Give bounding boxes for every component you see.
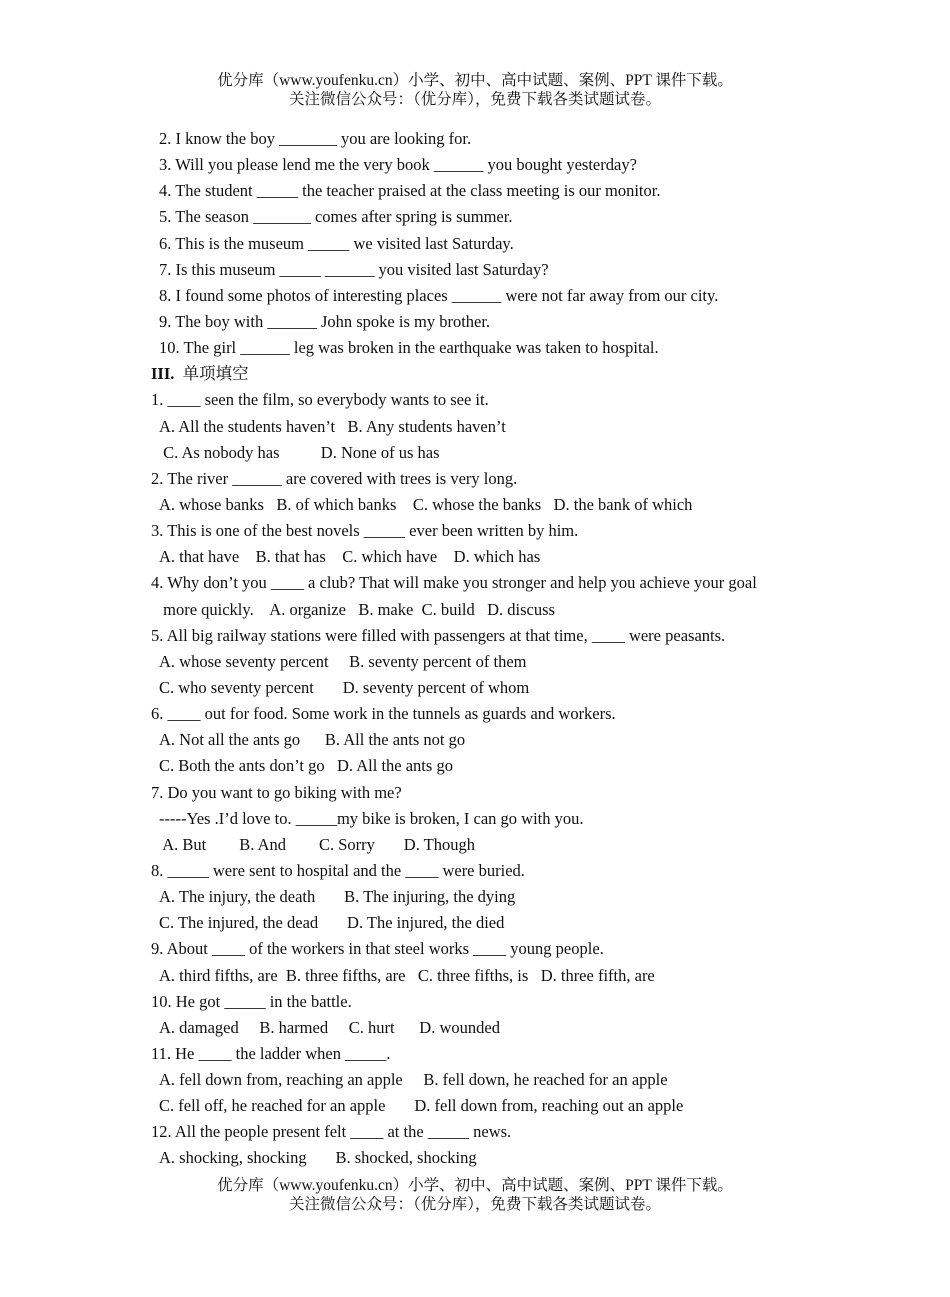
question-options: A. fell down from, reaching an apple B. fell down, he reached for an apple — [159, 1070, 668, 1090]
fill-in-item: 7. Is this museum _____ ______ you visited last Saturday? — [159, 259, 549, 279]
question-options: C. who seventy percent D. seventy percent of whom — [159, 677, 530, 697]
question-stem: 5. All big railway stations were filled with passengers at that time, ____ were peasants. — [151, 625, 726, 645]
page-header — [0, 71, 950, 109]
question-options: A. Not all the ants go B. All the ants not go — [159, 730, 466, 750]
footer-line-2: 关注微信公众号：（优分库），免费下载各类试题试卷。 — [288, 1196, 661, 1213]
question-options: A. that have B. that has C. which have D. which has — [159, 547, 541, 567]
question-options: A. shocking, shocking B. shocked, shocking — [159, 1148, 477, 1168]
question-options: A. The injury, the death B. The injuring, the dying — [159, 887, 516, 907]
fill-in-item: 5. The season _______ comes after spring is summer. — [159, 207, 513, 227]
question-options: A. damaged B. harmed C. hurt D. wounded — [159, 1017, 500, 1037]
question-options: more quickly. A. organize B. make C. build D. discuss — [159, 599, 555, 619]
question-options: C. The injured, the dead D. The injured, the died — [159, 913, 505, 933]
question-stem: 3. This is one of the best novels _____ ever been written by him. — [151, 521, 579, 541]
question-stem: 1. ____ seen the film, so everybody wants to see it. — [151, 390, 489, 410]
fill-in-item: 9. The boy with ______ John spoke is my brother. — [159, 311, 491, 331]
fill-in-item: 8. I found some photos of interesting places ______ were not far away from our city. — [159, 285, 719, 305]
question-options: A. But B. And C. Sorry D. Though — [159, 834, 475, 854]
question-options: C. Both the ants don’t go D. All the ants go — [159, 756, 453, 776]
question-options: A. All the students haven’t B. Any students haven’t — [159, 416, 506, 436]
question-stem: 8. _____ were sent to hospital and the ____ were buried. — [151, 860, 525, 880]
question-options: C. fell off, he reached for an apple D. fell down from, reaching out an apple — [159, 1096, 684, 1116]
header-line-1: 优分库（www.youfenku.cn）小学、初中、高中试题、案例、PPT 课件下载。 — [217, 72, 733, 89]
exercise-body — [151, 126, 851, 1172]
section-title: 单项填空 — [182, 364, 249, 384]
question-stem: 4. Why don’t you ____ a club? That will make you stronger and help you achieve your goal — [151, 573, 757, 593]
section-heading — [151, 361, 851, 387]
footer-line-1: 优分库（www.youfenku.cn）小学、初中、高中试题、案例、PPT 课件下载。 — [217, 1177, 733, 1194]
question-stem: 11. He ____ the ladder when _____. — [151, 1043, 391, 1063]
question-stem: 10. He got _____ in the battle. — [151, 991, 352, 1011]
question-dialogue: -----Yes .I’d love to. _____my bike is broken, I can go with you. — [159, 808, 584, 828]
question-stem: 7. Do you want to go biking with me? — [151, 782, 402, 802]
question-stem: 12. All the people present felt ____ at the _____ news. — [151, 1122, 512, 1142]
question-stem: 6. ____ out for food. Some work in the tunnels as guards and workers. — [151, 704, 616, 724]
fill-in-item: 3. Will you please lend me the very book ______ you bought yesterday? — [159, 155, 637, 175]
fill-in-item: 6. This is the museum _____ we visited last Saturday. — [159, 233, 514, 253]
question-options: C. As nobody has D. None of us has — [159, 442, 440, 462]
header-line-2: 关注微信公众号：（优分库），免费下载各类试题试卷。 — [288, 91, 661, 108]
page-footer — [0, 1176, 950, 1214]
fill-in-item: 4. The student _____ the teacher praised at the class meeting is our monitor. — [159, 181, 661, 201]
fill-in-item: 10. The girl ______ leg was broken in the earthquake was taken to hospital. — [159, 338, 659, 358]
question-stem: 9. About ____ of the workers in that steel works ____ young people. — [151, 939, 604, 959]
question-options: A. whose banks B. of which banks C. whose the banks D. the bank of which — [159, 494, 693, 514]
fill-in-item: 2. I know the boy _______ you are looking for. — [159, 129, 472, 148]
question-options: A. whose seventy percent B. seventy percent of them — [159, 651, 527, 671]
question-stem: 2. The river ______ are covered with trees is very long. — [151, 468, 518, 488]
section-numeral: III. — [151, 364, 175, 384]
question-options: A. third fifths, are B. three fifths, are C. three fifths, is D. three fifth, are — [159, 965, 655, 985]
